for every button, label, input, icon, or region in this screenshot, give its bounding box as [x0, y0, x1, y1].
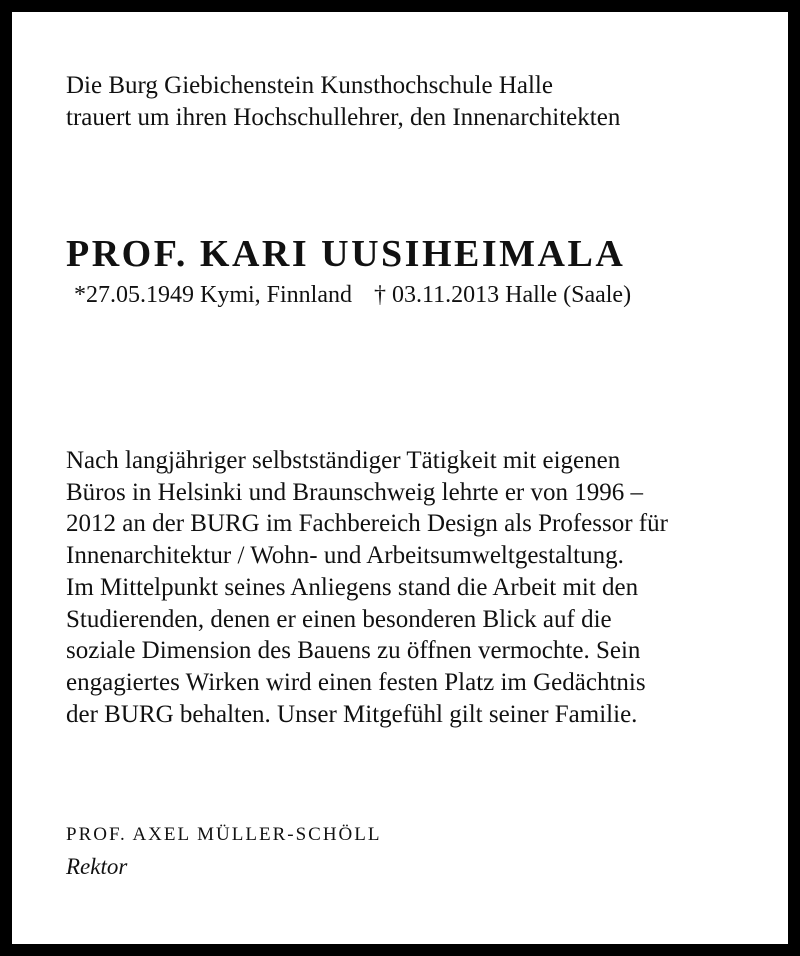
tribute-line: 2012 an der BURG im Fachbereich Design als Professor für — [66, 510, 668, 538]
life-dates — [74, 280, 794, 310]
tribute-line: Büros in Helsinki und Braunschweig lehrte er von 1996 – — [66, 478, 643, 506]
intro-text — [66, 70, 766, 134]
tribute-line: engagiertes Wirken wird einen festen Platz im Gedächtnis — [66, 668, 646, 696]
signer-name: PROF. AXEL MÜLLER-SCHÖLL — [66, 824, 382, 845]
signer-role: Rektor — [66, 854, 128, 879]
birth-date: *27.05.1949 Kymi, Finnland — [74, 282, 353, 308]
tribute-line: Innenarchitektur / Wohn- und Arbeitsumweltgestaltung. — [66, 542, 624, 570]
tribute-line: Im Mittelpunkt seines Anliegens stand die Arbeit mit den — [66, 573, 639, 601]
tribute-line: Nach langjähriger selbstständiger Tätigkeit mit eigenen — [66, 447, 621, 474]
deceased-name: PROF. KARI UUSIHEIMALA — [66, 233, 626, 275]
tribute-line: soziale Dimension des Bauens zu öffnen vermochte. Sein — [66, 637, 641, 665]
intro-line: Die Burg Giebichenstein Kunsthochschule Halle — [66, 72, 553, 99]
tribute-line: Studierenden, denen er einen besonderen Blick auf die — [66, 605, 612, 633]
death-date: † 03.11.2013 Halle (Saale) — [374, 282, 632, 308]
intro-line: trauert um ihren Hochschullehrer, den Innenarchitekten — [66, 104, 621, 131]
tribute-paragraph — [66, 445, 786, 730]
tribute-line: der BURG behalten. Unser Mitgefühl gilt seiner Familie. — [66, 700, 638, 728]
